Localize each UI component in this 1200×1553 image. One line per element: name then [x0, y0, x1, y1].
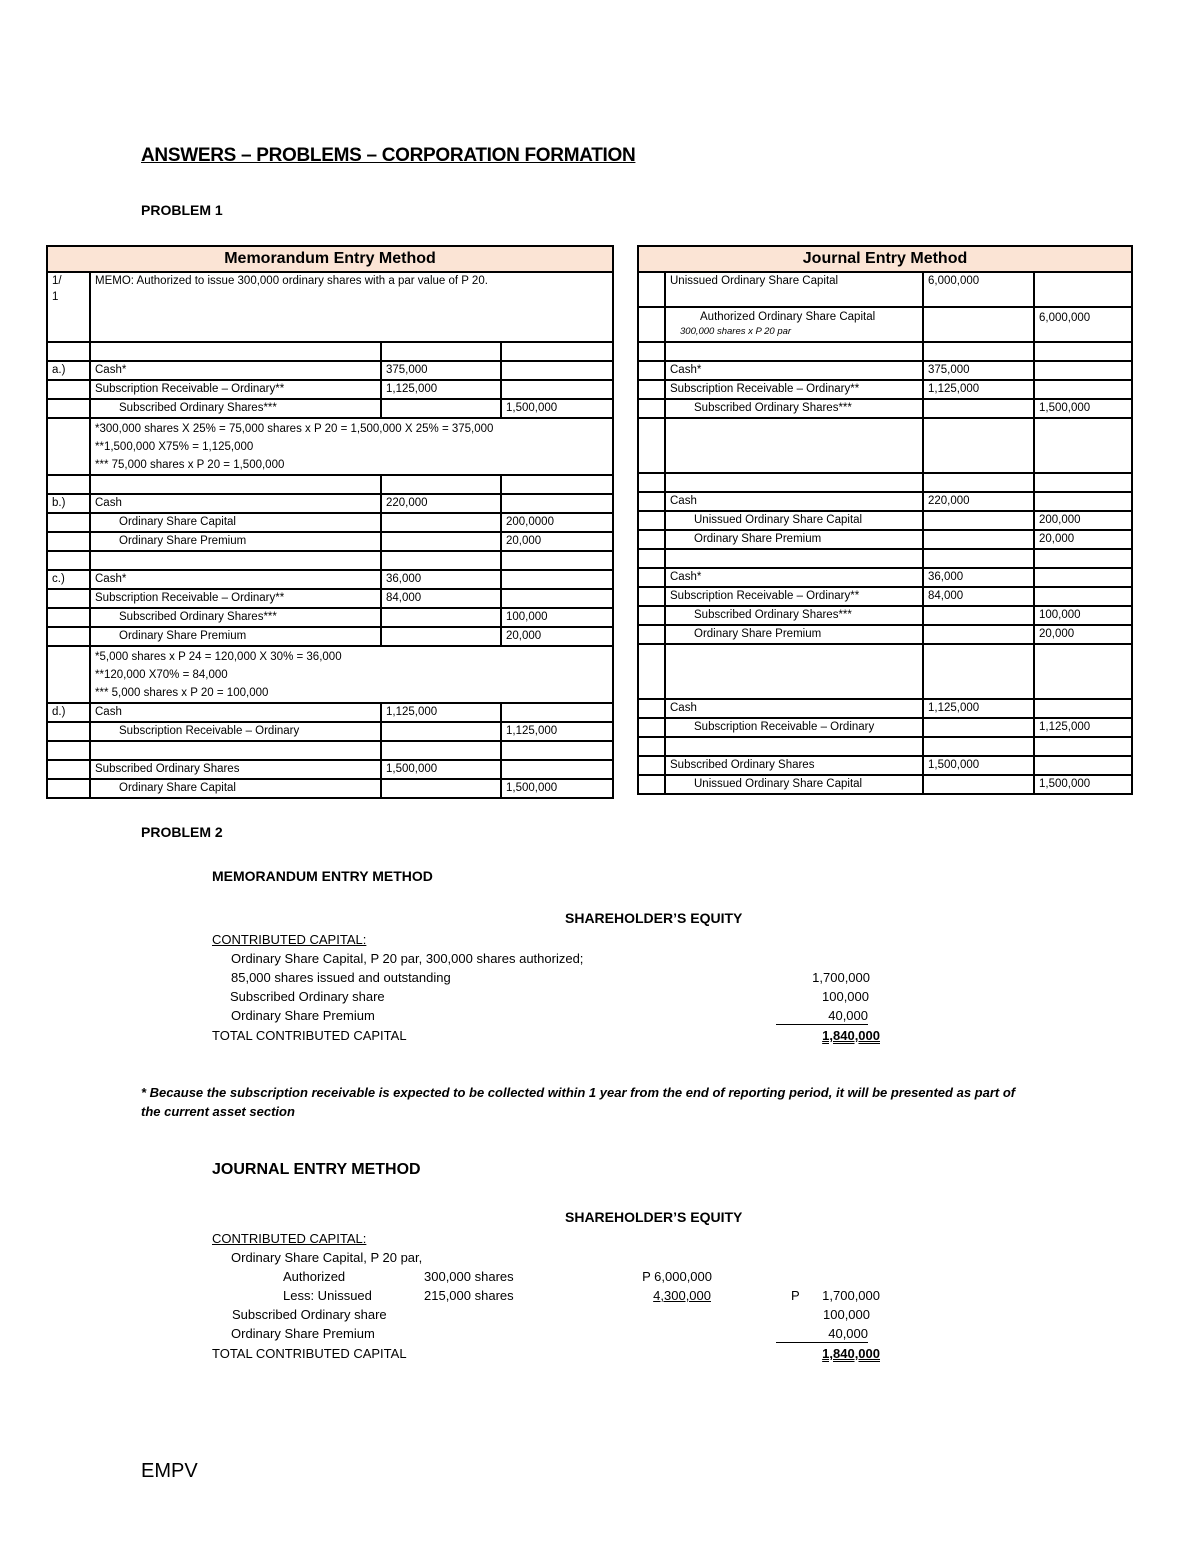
debit: 1,125,000 — [381, 703, 501, 722]
memo-line: Ordinary Share Premium — [231, 1008, 375, 1023]
account: Ordinary Share Premium — [90, 532, 381, 551]
journal-total-label: TOTAL CONTRIBUTED CAPITAL — [212, 1346, 407, 1361]
problem1-heading: PROBLEM 1 — [141, 202, 223, 218]
account: Cash — [90, 494, 381, 513]
debit: 375,000 — [381, 361, 501, 380]
calc-note: *5,000 shares x P 24 = 120,000 X 30% = 36,000 — [95, 651, 342, 663]
memo-method-title: MEMORANDUM ENTRY METHOD — [212, 868, 433, 884]
account: Authorized Ordinary Share Capital — [700, 311, 876, 323]
account: Subscribed Ordinary Shares*** — [90, 399, 381, 418]
account: Subscription Receivable – Ordinary** — [90, 589, 381, 608]
authorized-label: Authorized — [283, 1269, 346, 1284]
problem2-heading: PROBLEM 2 — [141, 824, 223, 840]
credit: 20,000 — [501, 627, 613, 646]
unissued-amount: 4,300,000 — [653, 1288, 711, 1303]
credit: 200,0000 — [501, 513, 613, 532]
credit — [1034, 699, 1132, 718]
debit: 1,500,000 — [923, 756, 1034, 775]
account: Ordinary Share Capital — [90, 779, 381, 798]
account: Unissued Ordinary Share Capital — [665, 775, 923, 794]
entry-label-b: b.) — [47, 494, 90, 513]
debit — [381, 627, 501, 646]
debit: 375,000 — [923, 361, 1034, 380]
debit: 6,000,000 — [923, 272, 1034, 307]
journal-amount: 40,000 — [776, 1325, 868, 1343]
journal-equity-title: SHAREHOLDER’S EQUITY — [565, 1209, 743, 1225]
account: Subscribed Ordinary Shares*** — [90, 608, 381, 627]
journal-line: Subscribed Ordinary share — [232, 1307, 387, 1322]
unissued-label: Less: Unissued — [283, 1288, 372, 1303]
memo-total-label: TOTAL CONTRIBUTED CAPITAL — [212, 1028, 407, 1043]
credit: 1,125,000 — [1034, 718, 1132, 737]
account: Cash — [90, 703, 381, 722]
unissued-shares: 215,000 shares — [424, 1288, 514, 1303]
memo-total-amount: 1,840,000 — [822, 1028, 880, 1043]
account: Ordinary Share Premium — [665, 530, 923, 549]
journal-entry-table — [637, 245, 1133, 795]
debit — [923, 606, 1034, 625]
net-amount: 1,700,000 — [822, 1288, 880, 1303]
account: Ordinary Share Premium — [90, 627, 381, 646]
debit: 1,125,000 — [923, 380, 1034, 399]
debit: 220,000 — [381, 494, 501, 513]
credit: 20,000 — [501, 532, 613, 551]
account: Subscribed Ordinary Shares — [665, 756, 923, 775]
account: Cash* — [90, 361, 381, 380]
journal-method-title: JOURNAL ENTRY METHOD — [212, 1161, 421, 1178]
debit — [381, 532, 501, 551]
debit — [923, 775, 1034, 794]
credit — [501, 380, 613, 399]
credit — [1034, 492, 1132, 511]
memo-line: Ordinary Share Capital, P 20 par, 300,000 shares authorized; — [231, 951, 584, 966]
debit — [923, 530, 1034, 549]
credit — [501, 361, 613, 380]
debit: 220,000 — [923, 492, 1034, 511]
memo-amount: 40,000 — [776, 1007, 868, 1025]
journal-line: Ordinary Share Capital, P 20 par, — [231, 1250, 423, 1265]
account: Subscribed Ordinary Shares*** — [665, 606, 923, 625]
authorized-amount: P 6,000,000 — [642, 1269, 712, 1284]
account: Unissued Ordinary Share Capital — [665, 272, 923, 307]
credit — [1034, 361, 1132, 380]
account-subnote: 300,000 shares x P 20 par — [680, 326, 792, 337]
debit — [381, 608, 501, 627]
debit — [923, 399, 1034, 418]
credit — [1034, 272, 1132, 307]
calc-note: **120,000 X70% = 84,000 — [95, 669, 228, 681]
account: Ordinary Share Premium — [665, 625, 923, 644]
debit — [381, 399, 501, 418]
account: Subscription Receivable – Ordinary — [665, 718, 923, 737]
credit: 1,500,000 — [501, 779, 613, 798]
account: Ordinary Share Capital — [90, 513, 381, 532]
credit — [501, 494, 613, 513]
calc-note: *** 75,000 shares x P 20 = 1,500,000 — [95, 459, 285, 471]
account: Subscribed Ordinary Shares — [90, 760, 381, 779]
credit: 200,000 — [1034, 511, 1132, 530]
memo-date: 1/ 1 — [47, 272, 90, 342]
footnote-line: the current asset section — [141, 1104, 295, 1119]
memo-text: MEMO: Authorized to issue 300,000 ordinary shares with a par value of P 20. — [90, 272, 613, 342]
memo-cc-label: CONTRIBUTED CAPITAL: — [212, 932, 367, 947]
debit: 84,000 — [923, 587, 1034, 606]
debit: 36,000 — [381, 570, 501, 589]
entry-label-c: c.) — [47, 570, 90, 589]
credit: 1,500,000 — [1034, 399, 1132, 418]
authorized-shares: 300,000 shares — [424, 1269, 514, 1284]
debit: 84,000 — [381, 589, 501, 608]
credit: 6,000,000 — [1034, 307, 1132, 342]
debit — [923, 718, 1034, 737]
memo-amount: 100,000 — [822, 989, 869, 1004]
credit — [1034, 756, 1132, 775]
footnote-line: * Because the subscription receivable is expected to be collected within 1 year from the end of reporting period, it will be presented as part of — [141, 1085, 1016, 1100]
memo-amount: 1,700,000 — [812, 970, 870, 985]
debit: 1,125,000 — [381, 380, 501, 399]
debit — [381, 722, 501, 741]
journal-table-header: Journal Entry Method — [638, 246, 1132, 272]
credit: 100,000 — [1034, 606, 1132, 625]
account: Subscribed Ordinary Shares*** — [665, 399, 923, 418]
credit: 100,000 — [501, 608, 613, 627]
debit — [381, 513, 501, 532]
memo-line: 85,000 shares issued and outstanding — [231, 970, 451, 985]
account: Cash* — [90, 570, 381, 589]
credit: 20,000 — [1034, 625, 1132, 644]
credit — [1034, 380, 1132, 399]
credit — [1034, 587, 1132, 606]
credit — [501, 570, 613, 589]
memo-line: Subscribed Ordinary share — [230, 989, 385, 1004]
footnote — [141, 1083, 1015, 1121]
account: Unissued Ordinary Share Capital — [665, 511, 923, 530]
page-title: ANSWERS – PROBLEMS – CORPORATION FORMATION — [141, 145, 636, 166]
journal-total-amount: 1,840,000 — [822, 1346, 880, 1361]
entry-label-d: d.) — [47, 703, 90, 722]
credit: 1,125,000 — [501, 722, 613, 741]
account: Subscription Receivable – Ordinary** — [90, 380, 381, 399]
calc-note: *300,000 shares X 25% = 75,000 shares x P 20 = 1,500,000 X 25% = 375,000 — [95, 423, 494, 435]
journal-cc-label: CONTRIBUTED CAPITAL: — [212, 1231, 367, 1246]
debit — [381, 779, 501, 798]
memo-entry-table — [46, 245, 614, 799]
account: Cash* — [665, 568, 923, 587]
account: Subscription Receivable – Ordinary — [90, 722, 381, 741]
credit — [501, 760, 613, 779]
debit — [923, 511, 1034, 530]
account: Subscription Receivable – Ordinary** — [665, 587, 923, 606]
debit: 1,500,000 — [381, 760, 501, 779]
debit — [923, 307, 1034, 342]
footer-initials: EMPV — [141, 1460, 198, 1482]
credit — [501, 589, 613, 608]
debit: 36,000 — [923, 568, 1034, 587]
credit — [1034, 568, 1132, 587]
credit — [501, 703, 613, 722]
credit: 1,500,000 — [501, 399, 613, 418]
debit — [923, 625, 1034, 644]
calc-note: **1,500,000 X75% = 1,125,000 — [95, 441, 254, 453]
credit: 20,000 — [1034, 530, 1132, 549]
entry-label-a: a.) — [47, 361, 90, 380]
debit: 1,125,000 — [923, 699, 1034, 718]
credit: 1,500,000 — [1034, 775, 1132, 794]
account: Cash — [665, 492, 923, 511]
account: Subscription Receivable – Ordinary** — [665, 380, 923, 399]
memo-equity-title: SHAREHOLDER’S EQUITY — [565, 910, 743, 926]
journal-amount: 100,000 — [823, 1307, 870, 1322]
account: Cash* — [665, 361, 923, 380]
journal-line: Ordinary Share Premium — [231, 1326, 375, 1341]
account: Cash — [665, 699, 923, 718]
memo-table-header: Memorandum Entry Method — [47, 246, 613, 272]
calc-note: *** 5,000 shares x P 20 = 100,000 — [95, 687, 269, 699]
net-currency: P — [791, 1288, 800, 1303]
